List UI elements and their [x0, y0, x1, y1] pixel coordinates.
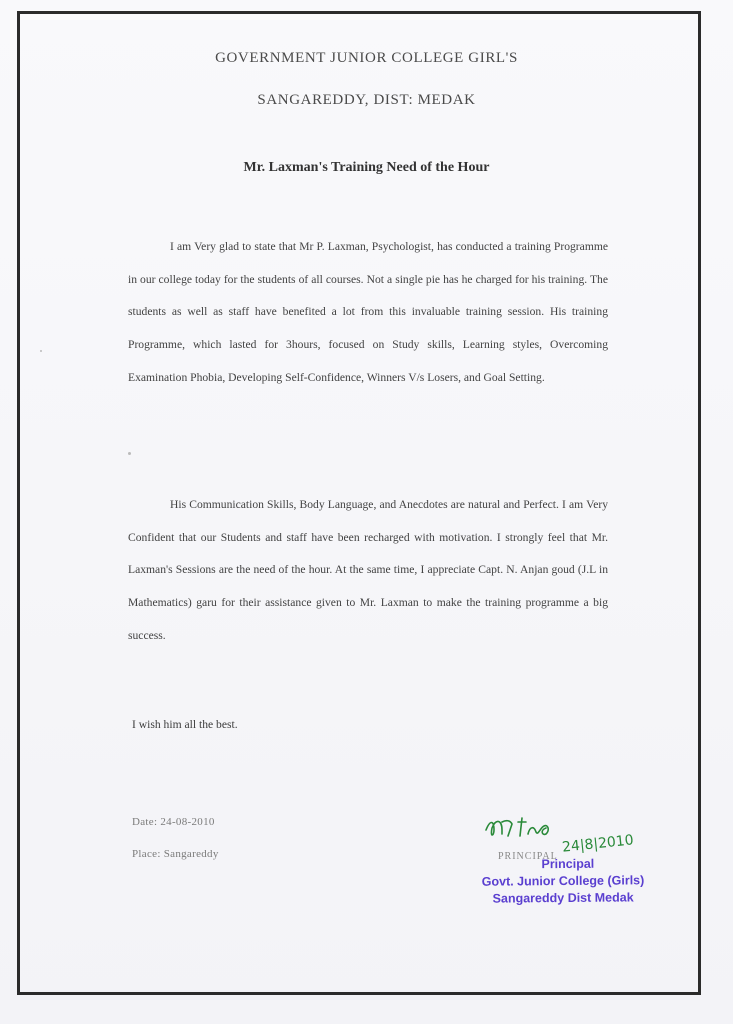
stamp-line-3: Sangareddy Dist Medak	[492, 890, 634, 906]
stamp-line-1: Principal	[541, 856, 595, 872]
signature-date: 24|8|2010	[561, 832, 635, 856]
college-location: SANGAREDDY, DIST: MEDAK	[257, 92, 476, 108]
letter-date: Date: 24-08-2010	[132, 816, 215, 828]
body-paragraph-1	[128, 231, 608, 395]
paragraph-text: I am Very glad to state that Mr P. Laxman, Psychologist, has conducted a training Programme in our college today for the students of all courses. Not a single pie has he charged for his training. The students as well as staff have benefited a lot from this invaluable training session. His training Programme, which lasted for 3hours, focused on Study skills, Learning styles, Overcoming Examination Phobia, Developing Self-Confidence, Winners V/s Losers, and Goal Setting.	[128, 240, 608, 384]
principal-stamp	[448, 855, 678, 908]
closing-line: I wish him all the best.	[132, 718, 238, 731]
principal-print-label: PRINCIPAL	[498, 851, 558, 862]
letter-title: Mr. Laxman's Training Need of the Hour	[243, 160, 490, 175]
paragraph-text: His Communication Skills, Body Language, and Anecdotes are natural and Perfect. I am Very Confident that our Students and staff have been recharged with motivation. I strongly feel that Mr. Laxman's Sessions are the need of the hour. At the same time, I appreciate Capt. N. Anjan goud (J.L in Mathematics) garu for their assistance given to Mr. Laxman to make the training programme a big success.	[128, 498, 608, 642]
body-paragraph-2	[128, 489, 608, 653]
paper-speck	[40, 350, 42, 352]
college-name: GOVERNMENT JUNIOR COLLEGE GIRL'S	[215, 50, 518, 66]
paper-speck	[128, 452, 131, 455]
letter-place: Place: Sangareddy	[132, 848, 219, 860]
stamp-line-2: Govt. Junior College (Girls)	[481, 873, 645, 889]
